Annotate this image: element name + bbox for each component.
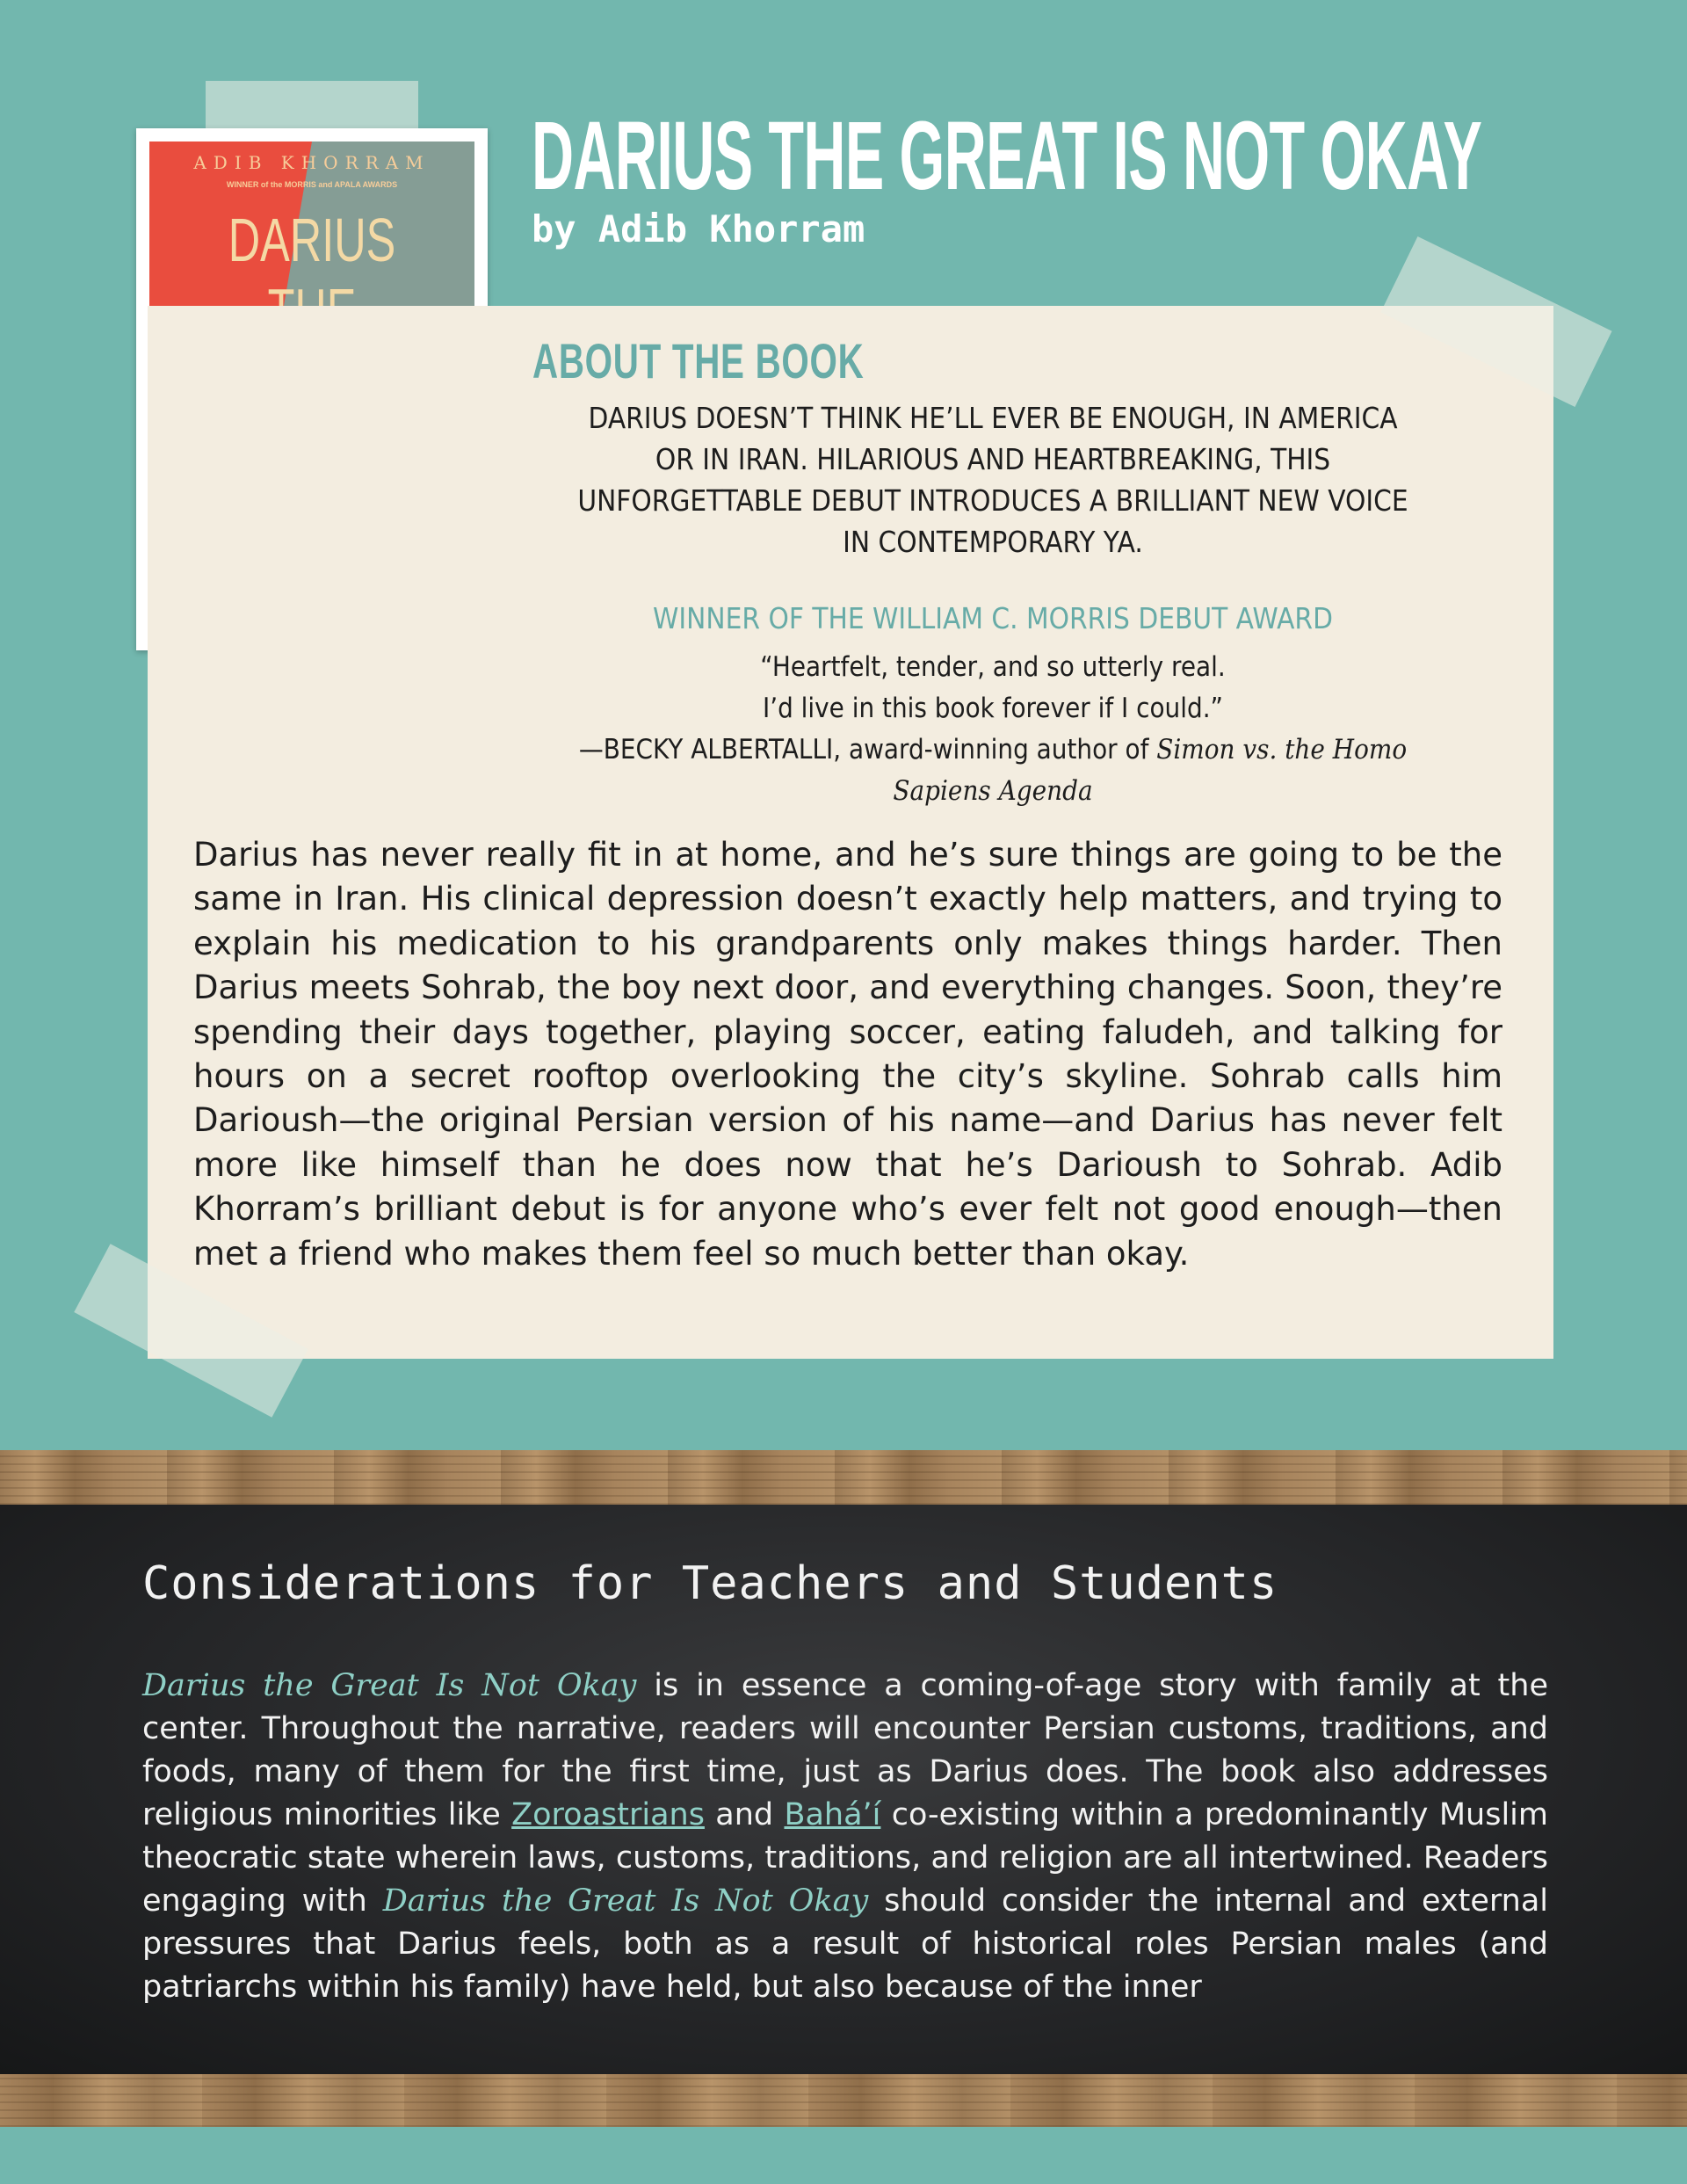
bahai-link[interactable]: Bahá’í — [784, 1797, 881, 1832]
book-title-reference: Darius the Great Is Not Okay — [142, 1668, 637, 1703]
wood-frame-top — [0, 1450, 1687, 1505]
book-description: Darius has never really fit in at home, and he’s sure things are going to be the same in Iran. His clinical depression doesn’t exactly help matters, and trying to explain his medication to his grandparents only makes things harder. Then Darius meets Sohrab, the boy next door, and everything changes. Soon, they’re spending their days together, playing soccer, eating faludeh, and talking for hours on a secret rooftop overlooking the city’s skyline. Sohrab calls him Darioush—the original Persian version of his name—and Darius has never felt more like himself than he does now that he’s Darioush to Sohrab. Adib Khorram’s brilliant debut is for anyone who’s ever felt not good enough—then met a friend who makes them feel so much better than okay. — [193, 836, 1502, 1273]
quote-line-1: “Heartfelt, tender, and so utterly real. — [760, 651, 1226, 683]
considerations-text: and — [704, 1797, 785, 1832]
considerations-text: is in essence a coming-of-age story with family at the center. Throughout the narrative, readers will encounter Persian customs, traditions, and foods, many of them for the first time, just as Darius does. The book also addresses religious minorities like — [142, 1668, 1548, 1832]
cover-author: ADIB KHORRAM — [193, 152, 431, 173]
book-byline: by Adib Khorram — [532, 207, 865, 250]
review-quote — [574, 647, 1412, 729]
cover-award-tagline: WINNER of the MORRIS and APALA AWARDS — [226, 180, 398, 189]
book-title: DARIUS THE GREAT IS NOT OKAY — [532, 102, 1482, 210]
attribution-book-title: Simon vs. the Homo Sapiens Agenda — [893, 734, 1408, 807]
attribution-author: —BECKY ALBERTALLI, award-winning author of — [578, 734, 1157, 765]
book-tagline: DARIUS DOESN’T THINK HE’LL EVER BE ENOUGH, IN AMERICA OR IN IRAN. HILARIOUS AND HEARTBREAKING, THIS UNFORGETTABLE DEBUT INTRODUCES A BRILLIANT NEW VOICE IN CONTEMPORARY YA. — [577, 401, 1408, 559]
zoroastrians-link[interactable]: Zoroastrians — [511, 1797, 705, 1832]
award-line: WINNER OF THE WILLIAM C. MORRIS DEBUT AWARD — [653, 601, 1333, 635]
considerations-body — [142, 1665, 1548, 2009]
cover-title: DARIUS — [228, 206, 396, 274]
considerations-text: co-existing within a predominantly Muslim theocratic state wherein laws, customs, traditions, and religion are all intertwined. Readers engaging with — [142, 1797, 1548, 1919]
book-title-reference: Darius the Great Is Not Okay — [382, 1883, 869, 1919]
quote-attribution — [574, 729, 1412, 812]
considerations-text: should consider the internal and external pressures that Darius feels, both as a result of historical roles Persian males (and patriarchs within his family) have held, but also because of the inner — [142, 1883, 1548, 2005]
quote-line-2: I’d live in this book forever if I could.” — [762, 693, 1224, 724]
wood-frame-bottom — [0, 2074, 1687, 2127]
about-panel — [148, 306, 1553, 1359]
about-heading: ABOUT THE BOOK — [532, 333, 865, 388]
considerations-heading: Considerations for Teachers and Students — [142, 1557, 1278, 1610]
